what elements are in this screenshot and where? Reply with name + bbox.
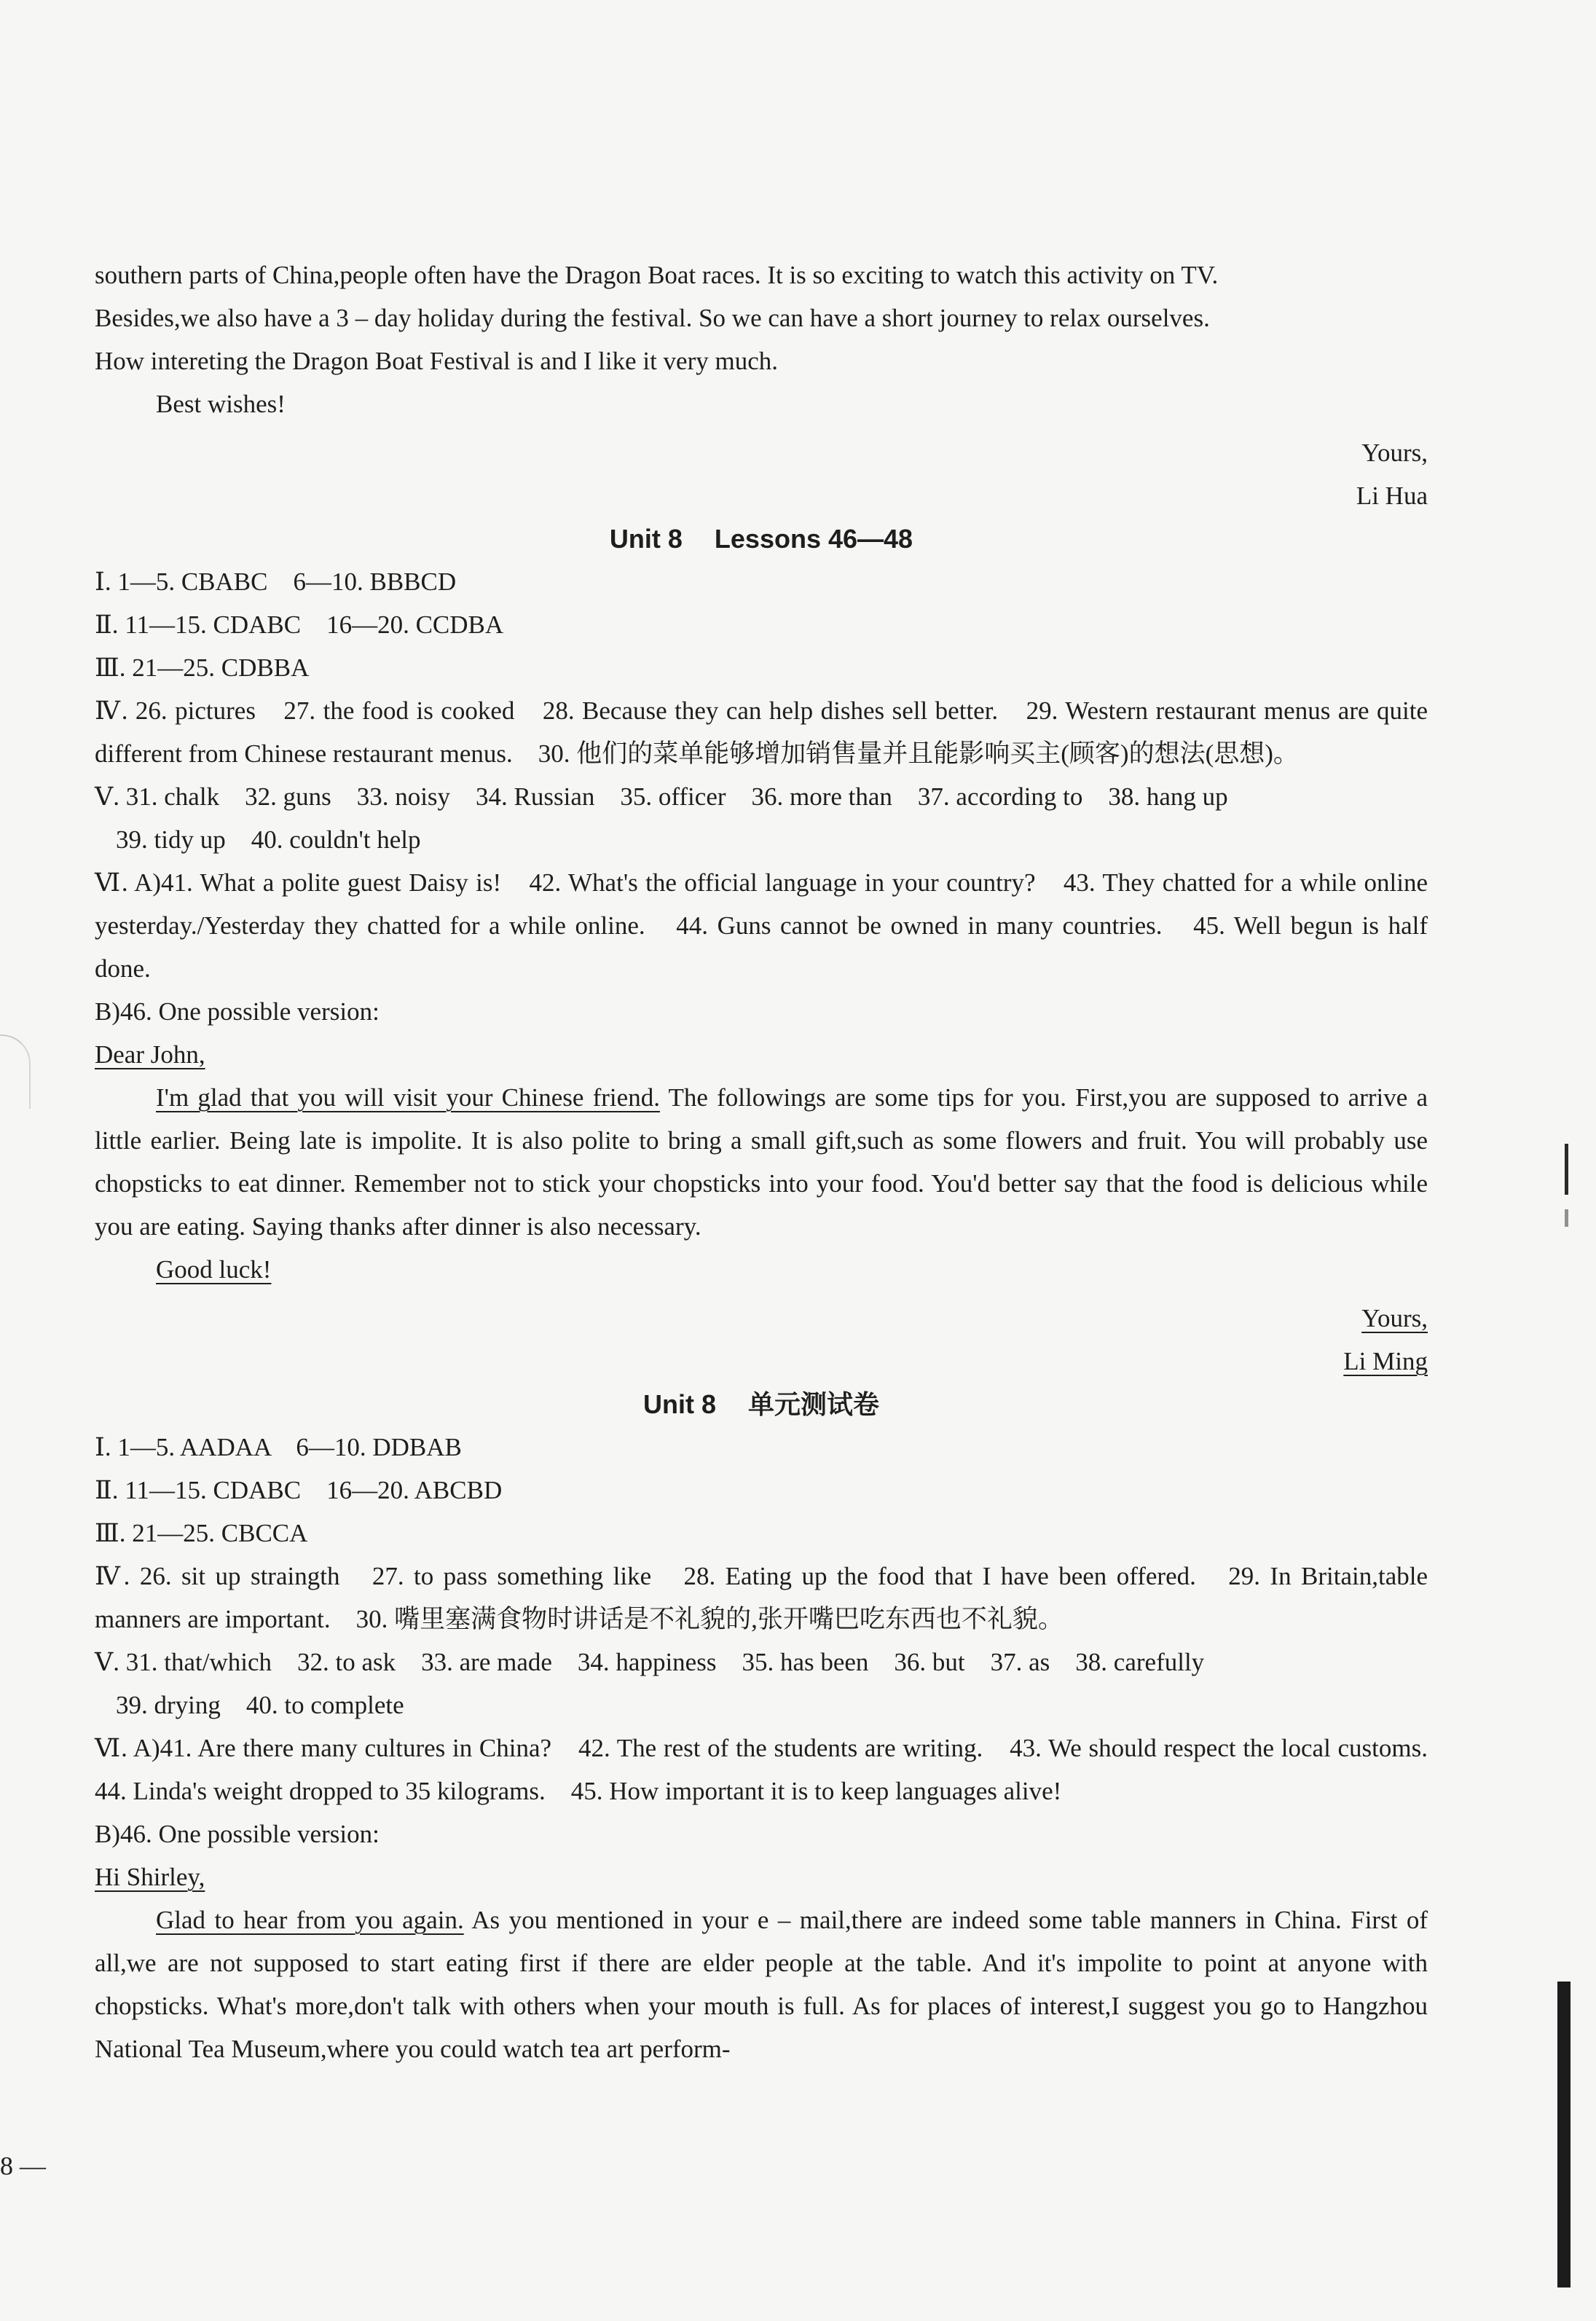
answer-part-ii: Ⅱ. 11—15. CDABC 16—20. CCDBA — [95, 610, 504, 639]
binding-shadow — [0, 1034, 31, 1109]
essay-greeting-text: Hi Shirley, — [95, 1863, 205, 1891]
essay-sign-off-text: Yours, — [1361, 1304, 1428, 1332]
essay-body — [95, 1898, 1428, 2070]
answer-part-iii: Ⅲ. 21—25. CDBBA — [95, 653, 310, 682]
essay-opening: I'm glad that you will visit your Chinese friend. — [156, 1083, 660, 1112]
essay-signature — [95, 1340, 1428, 1383]
essay-body-text: As you mentioned in your e – mail,there are indeed some table manners in China. First of all,we are not supposed to start eating first if there are elder people at the table. And it's impolite to point at anyone with chopsticks. What's more,don't talk with others when your mouth is full. As for places of interest,I suggest you go to Hangzhou National Tea Museum,where you could watch tea art perform- — [95, 1906, 1428, 2063]
page-edge-shadow — [1557, 1982, 1571, 2287]
essay-sign-off — [95, 1297, 1428, 1340]
page-number: 8 — — [0, 2151, 46, 2180]
unit-label: Unit 8 — [609, 524, 683, 554]
letter-sign-off: Yours, — [1361, 439, 1428, 467]
answer-part-iv: Ⅳ. 26. pictures 27. the food is cooked 28. Because they can help dishes sell better. 29. Western restaurant menus are quite different from Chinese restaurant menus. 30. 他们的菜单能够增加销售量并且能影响买主(顾客)的想法(思想)。 — [95, 696, 1428, 768]
letter-signature: Li Hua — [1356, 482, 1428, 510]
essay-greeting-text: Dear John, — [95, 1040, 205, 1069]
answer-part-i: Ⅰ. 1—5. CBABC 6—10. BBBCD — [95, 568, 457, 596]
essay-intro: B)46. One possible version: — [95, 1820, 380, 1848]
essay-closing — [95, 1248, 1428, 1291]
essay-body — [95, 1076, 1428, 1248]
continued-letter — [95, 254, 1428, 517]
section-title: 单元测试卷 — [748, 1389, 880, 1419]
answer-part-v: Ⅴ. 31. chalk 32. guns 33. noisy 34. Russian 35. officer 36. more than 37. according to 38. hang up — [95, 782, 1228, 811]
answer-part-v: Ⅴ. 31. that/which 32. to ask 33. are made 34. happiness 35. has been 36. but 37. as 38. carefully — [95, 1648, 1205, 1676]
answer-part-iv: Ⅳ. 26. sit up straingth 27. to pass something like 28. Eating up the food that I have been offered. 29. In Britain,table manners are important. 30. 嘴里塞满食物时讲话是不礼貌的,张开嘴巴吃东西也不礼貌。 — [95, 1562, 1428, 1633]
section-lessons-46-48 — [95, 517, 1428, 1383]
essay-intro: B)46. One possible version: — [95, 997, 380, 1026]
page-edge-mark — [1565, 1209, 1568, 1227]
answer-part-iii: Ⅲ. 21—25. CBCCA — [95, 1519, 308, 1547]
essay-closing-text: Good luck! — [156, 1255, 272, 1284]
answer-part-i: Ⅰ. 1—5. AADAA 6—10. DDBAB — [95, 1433, 462, 1461]
essay-opening: Glad to hear from you again. — [156, 1906, 464, 1934]
essay-greeting — [95, 1033, 1428, 1076]
section-unit-test — [95, 1383, 1454, 2070]
answer-part-v-continued: 39. drying 40. to complete — [116, 1691, 404, 1719]
answer-part-ii: Ⅱ. 11—15. CDABC 16—20. ABCBD — [95, 1476, 503, 1504]
page-edge-mark — [1565, 1144, 1568, 1195]
letter-closing: Best wishes! — [156, 390, 286, 418]
answer-part-vi: Ⅵ. A)41. Are there many cultures in China? 42. The rest of the students are writing. 43. We should respect the local customs. 44. Linda's weight dropped to 35 kilograms. 45. How important it is to keep languages alive! — [95, 1734, 1454, 1805]
answer-part-vi: Ⅵ. A)41. What a polite guest Daisy is! 42. What's the official language in your country? 43. They chatted for a while online yesterday./Yesterday they chatted for a while online. 44. Guns cannot be owned in many countries. 45. Well begun is half done. — [95, 868, 1428, 983]
answer-part-v-continued: 39. tidy up 40. couldn't help — [116, 825, 421, 854]
essay-greeting — [95, 1855, 1428, 1898]
section-title: Lessons 46—48 — [714, 524, 913, 554]
letter-line: How intereting the Dragon Boat Festival is and I like it very much. — [95, 347, 778, 375]
essay-signature-text: Li Ming — [1343, 1347, 1428, 1375]
section-heading — [95, 517, 1428, 560]
page-body — [95, 254, 1454, 2070]
letter-line: southern parts of China,people often have the Dragon Boat races. It is so exciting to watch this activity on TV. — [95, 261, 1219, 289]
essay-body-text: The followings are some tips for you. First,you are supposed to arrive a little earlier. Being late is impolite. It is also polite to bring a small gift,such as some flowers and fruit. You will probably use chopsticks to eat dinner. Remember not to stick your chopsticks into your food. You'd better say that the food is delicious while you are eating. Saying thanks after dinner is also necessary. — [95, 1083, 1428, 1241]
letter-line: Besides,we also have a 3 – day holiday during the festival. So we can have a short journey to relax ourselves. — [95, 304, 1210, 332]
unit-label: Unit 8 — [642, 1389, 716, 1419]
section-heading — [95, 1383, 1428, 1426]
